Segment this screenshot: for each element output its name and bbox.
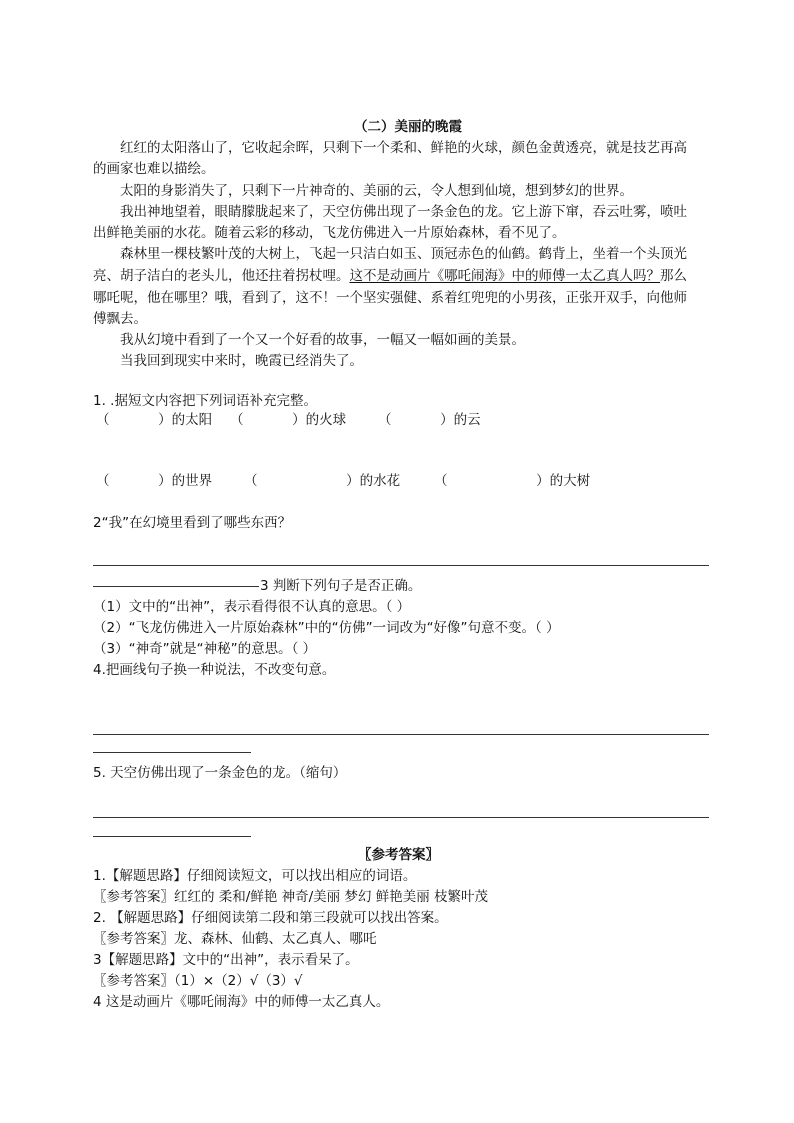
paragraph-6: 当我回到现实中来时，晚霞已经消失了。 (120, 353, 363, 369)
question-3-item-3: （3）“神奇”就是“神秘”的意思。（ ） (93, 641, 317, 657)
question-5: 5. 天空仿佛出现了一条金色的龙。（缩句） (93, 765, 347, 781)
answer-1-idea: 1.【解题思路】仔细阅读短文，可以找出相应的词语。 (93, 868, 417, 884)
answer-1: 〖参考答案〗红红的 柔和/鲜艳 神奇/美丽 梦幻 鲜艳美丽 枝繁叶茂 (93, 889, 489, 905)
paragraph-4-line-2-start: 亮、胡子洁白的老头儿，他还拄着拐杖哩。 (93, 268, 350, 284)
answer-line[interactable] (93, 752, 251, 753)
question-4: 4.把画线句子换一种说法，不改变句意。 (93, 662, 336, 678)
paragraph-3-line-2: 出鲜艳美丽的水花。随着云彩的移动，飞龙仿佛进入一片原始森林，看不见了。 (93, 225, 566, 241)
question-1: 1. .据短文内容把下列词语补充完整。 (93, 393, 317, 409)
answer-2: 〖参考答案〗龙、森林、仙鹤、太乙真人、哪吒 (93, 931, 377, 947)
q1-word-5: 的水花 (359, 473, 401, 489)
paragraph-1-line-1: 红红的太阳落山了，它收起余晖，只剩下一个柔和、鲜艳的火球，颜色金黄透亮，就是技艺再高 (120, 140, 687, 156)
q1-word-1: 的太阳 (171, 412, 213, 428)
answer-line[interactable] (93, 565, 709, 566)
paragraph-4-line-4: 傅飘去。 (93, 311, 147, 327)
paragraph-4-line-1: 森林里一棵枝繁叶茂的大树上，飞起一只洁白如玉、顶冠赤色的仙鹤。鹤背上，坐着一个头顶光 (120, 246, 687, 262)
paragraph-4-line-3: 哪吒呢，他在哪里？哦，看到了，这不！一个坚实强健、系着红兜兜的小男孩，正张开双手，向他师 (93, 290, 687, 306)
q1-blank-3[interactable]: （ ）的云 (378, 412, 481, 428)
answer-line[interactable] (93, 817, 709, 818)
q1-word-2: 的火球 (305, 412, 347, 428)
paragraph-4-line-2 (93, 266, 687, 286)
paragraph-5: 我从幻境中看到了一个又一个好看的故事，一幅又一幅如画的美景。 (120, 332, 525, 348)
answers-heading: 〖参考答案〗 (358, 847, 439, 863)
paragraph-3-line-1: 我出神地望着，眼睛朦胧起来了，天空仿佛出现了一条金色的龙。它上游下窜，吞云吐雾，喷吐 (120, 204, 687, 220)
answer-2-idea: 2. 【解题思路】仔细阅读第二段和第三段就可以找出答案。 (93, 910, 448, 926)
paragraph-2: 太阳的身影消失了，只剩下一片神奇的、美丽的云，令人想到仙境，想到梦幻的世界。 (120, 183, 633, 199)
question-3-item-1: （1）文中的“出神”，表示看得很不认真的意思。（ ） (93, 599, 411, 615)
q1-word-3: 的云 (453, 412, 481, 428)
question-3: 3 判断下列句子是否正确。 (260, 578, 422, 594)
q1-blank-2[interactable]: （ ）的火球 (230, 412, 347, 428)
answer-3: 〖参考答案〗（1）×（2）√（3）√ (93, 973, 303, 989)
q1-blank-4[interactable]: （ ）的世界 (96, 473, 213, 489)
question-2: 2“我”在幻境里看到了哪些东西？ (93, 515, 292, 531)
q1-blank-6[interactable]: （ ）的大树 (434, 473, 591, 489)
answer-3-idea: 3【解题思路】文中的“出神”，表示看呆了。 (93, 952, 359, 968)
answer-line[interactable] (93, 586, 259, 587)
q1-word-4: 的世界 (171, 473, 213, 489)
answer-4: 4 这是动画片《哪吒闹海》中的师傅一太乙真人。 (93, 994, 390, 1010)
underlined-sentence: 这不是动画片《哪吒闹海》中的师傅一太乙真人吗？ (349, 268, 660, 284)
paragraph-1-line-2: 的画家也难以描绘。 (93, 161, 215, 177)
q1-blank-5[interactable]: （ ）的水花 (244, 473, 401, 489)
answer-line[interactable] (93, 836, 251, 837)
passage-title: （二）美丽的晚霞 (354, 119, 462, 135)
q1-blank-1[interactable]: （ ）的太阳 (96, 412, 213, 428)
answer-line[interactable] (93, 734, 709, 735)
paragraph-4-line-2-end: 那么 (660, 268, 687, 284)
question-3-item-2: （2）“飞龙仿佛进入一片原始森林”中的“仿佛”一词改为“好像”句意不变。（ ） (93, 620, 560, 636)
q1-word-6: 的大树 (549, 473, 591, 489)
